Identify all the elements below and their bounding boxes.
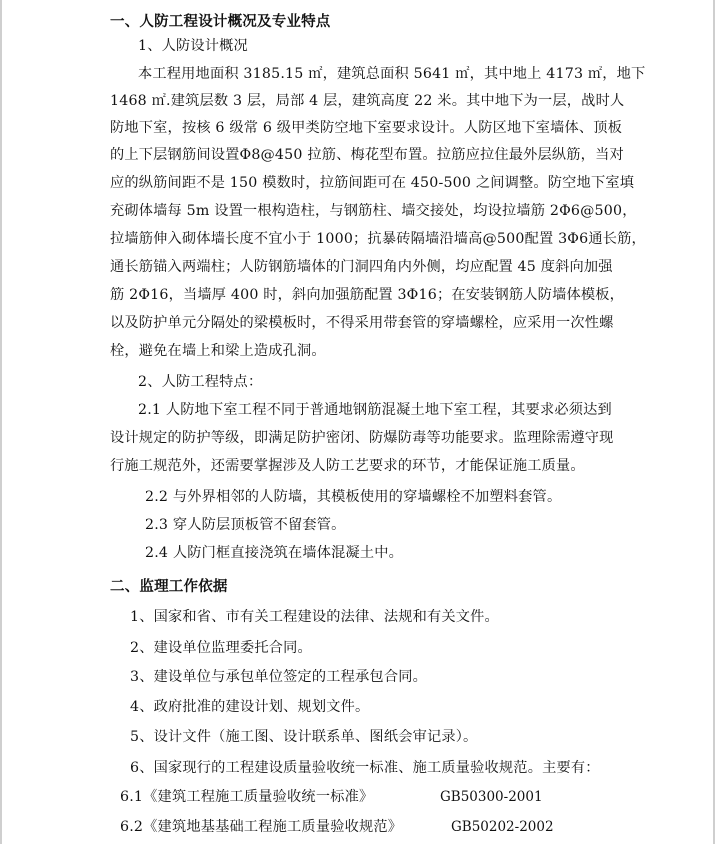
paragraph-line: 1468 ㎡.建筑层数 3 层，局部 4 层，建筑高度 22 米。其中地下为一层，战时人 bbox=[110, 93, 625, 109]
paragraph-line: 防地下室，按核 6 级常 6 级甲类防空地下室要求设计。人防区地下室墙体、顶板 bbox=[110, 120, 623, 136]
list-item: 1、国家和省、市有关工程建设的法律、法规和有关文件。 bbox=[130, 609, 499, 625]
paragraph-line: 的上下层钢筋间设置Φ8@450 拉筋、梅花型布置。拉筋应拉住最外层纵筋，当对 bbox=[110, 147, 624, 163]
paragraph-line: 拉墙筋伸入砌体墙长度不宜小于 1000；抗暴砖隔墙沿墙高@500配置 3Φ6通长筋， bbox=[110, 231, 646, 247]
page-border-left bbox=[0, 0, 2, 844]
list-item: 3、建设单位与承包单位签定的工程承包合同。 bbox=[130, 669, 427, 685]
section-heading-2: 二、监理工作依据 bbox=[110, 578, 228, 595]
paragraph-line: 2.1 人防地下室工程不同于普通地钢筋混凝土地下室工程，其要求必须达到 bbox=[138, 402, 612, 418]
paragraph-line: 栓，避免在墙上和梁上造成孔洞。 bbox=[110, 343, 326, 359]
reference-code: GB50202-2002 bbox=[451, 819, 554, 835]
list-item: 2.3 穿人防层顶板管不留套管。 bbox=[145, 517, 346, 533]
section-heading-1: 一、人防工程设计概况及专业特点 bbox=[110, 13, 331, 30]
list-item: 2、建设单位监理委托合同。 bbox=[130, 640, 312, 656]
subsection-title-1: 1、人防设计概况 bbox=[138, 38, 248, 54]
list-item: 2.4 人防门框直接浇筑在墙体混凝土中。 bbox=[145, 545, 404, 561]
paragraph-line: 行施工规范外，还需要掌握涉及人防工艺要求的环节，才能保证施工质量。 bbox=[110, 458, 585, 474]
reference-title: 6.2《建筑地基基础工程施工质量验收规范》 bbox=[120, 819, 403, 835]
paragraph-line: 以及防护单元分隔处的梁模板时，不得采用带套管的穿墙螺栓，应采用一次性螺 bbox=[110, 315, 614, 331]
reference-code: GB50300-2001 bbox=[440, 789, 543, 805]
reference-title: 6.1《建筑工程施工质量验收统一标准》 bbox=[120, 789, 374, 805]
list-item: 4、政府批准的建设计划、规划文件。 bbox=[130, 699, 370, 715]
paragraph-line: 应的纵筋间距不是 150 模数时，拉筋间距可在 450-500 之间调整。防空地下室填 bbox=[110, 175, 635, 191]
list-item: 2.2 与外界相邻的人防墙，其模板使用的穿墙螺栓不加塑料套管。 bbox=[145, 489, 562, 505]
paragraph-line: 充砌体墙每 5m 设置一根构造柱，与钢筋柱、墙交接处，均设拉墙筋 2Φ6@500， bbox=[110, 203, 637, 219]
paragraph-line: 本工程用地面积 3185.15 ㎡，建筑总面积 5641 ㎡，其中地上 4173 ㎡，地下 bbox=[138, 66, 646, 82]
paragraph-line: 设计规定的防护等级，即满足防护密闭、防爆防毒等功能要求。监理除需遵守现 bbox=[110, 430, 614, 446]
paragraph-line: 筋 2Φ16，当墙厚 400 时，斜向加强筋配置 3Φ16；在安装钢筋人防墙体模板， bbox=[110, 287, 625, 303]
list-item: 6、国家现行的工程建设质量验收统一标准、施工质量验收规范。主要有： bbox=[130, 760, 600, 776]
subsection-title-2: 2、人防工程特点： bbox=[138, 374, 263, 390]
paragraph-line: 通长筋锚入两端柱；人防钢筋墙体的门洞四角内外侧，均应配置 45 度斜向加强 bbox=[110, 259, 613, 275]
list-item: 5、设计文件（施工图、设计联系单、图纸会审记录）。 bbox=[130, 729, 478, 745]
